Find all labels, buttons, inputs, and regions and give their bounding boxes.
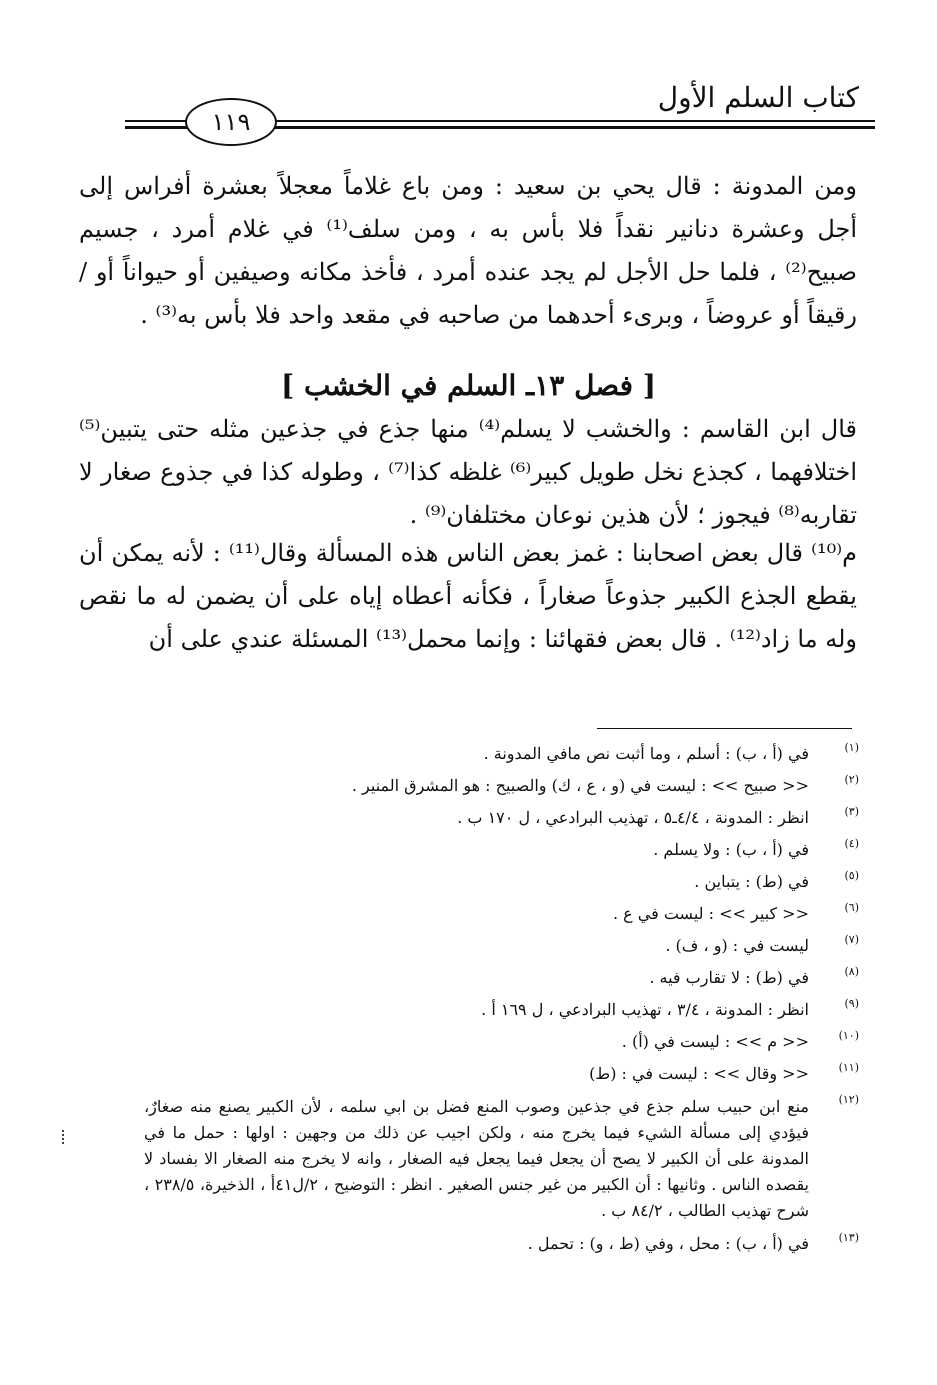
footnote-text: منع ابن حبيب سلم جذع في جذعين وصوب المنع فضل بن ابي سلمه ، لأن الكبير يصنع منه صغارٌ، فيؤدي إلى مسألة الشيء فيما يخرج منه ، ولكن اجيب عن ذلك من وجهين : اولها : حمل ما في المدونة على أن الكبير لا يصح أن يجعل فيما يجعل فيه الصغار ، وانه لا يخرج منه الصغار الا بفساد لا يقصده الناس . وثانيها : أن الكبير من غير جنس الصغير . انظر : التوضيح ، ٢/ل٤١أ ، الذخيرة، ٢٣٨/٥ ، شرح تهذيب الطالب ، ٨٤/٢ ب . bbox=[144, 1097, 810, 1220]
footnote-number: (١) bbox=[844, 741, 859, 754]
footnote-number: (١٣) bbox=[838, 1231, 859, 1244]
footnote-text: في (أ ، ب) : أسلم ، وما أثبت نص مافي المدونة . bbox=[483, 744, 809, 763]
footnote-number: (٩) bbox=[844, 997, 859, 1010]
paragraph-3: م⁽¹⁰⁾ قال بعض اصحابنا : غمز بعض الناس هذه المسألة وقال⁽¹¹⁾ : لأنه يمكن أن يقطع الجذع الكبير جذوعاً صغاراً ، فكأنه أعطاه إياه على أن يضمن له ما نقص وله ما زاد⁽¹²⁾ . قال بعض فقهائنا : وإنما محمل⁽¹³⁾ المسئلة عندي على أن bbox=[79, 539, 857, 653]
footnote-item bbox=[144, 738, 859, 770]
footnote-item bbox=[144, 770, 859, 802]
section-heading: [ فصل ١٣ـ السلم في الخشب ] bbox=[281, 369, 656, 402]
footnote-item bbox=[144, 930, 859, 962]
footnote-number: (١١) bbox=[838, 1061, 859, 1074]
footnote-number: (٧) bbox=[844, 933, 859, 946]
footnote-item bbox=[144, 994, 859, 1026]
footnote-text: انظر : المدونة ، ٣/٤ ، تهذيب البرادعي ، ل ١٦٩ أ . bbox=[481, 1000, 809, 1019]
footnotes-list bbox=[144, 738, 859, 1260]
footnote-item bbox=[144, 1026, 859, 1058]
scan-margin-mark bbox=[62, 1130, 70, 1144]
footnote-text: << م >> : ليست في (أ) . bbox=[621, 1032, 809, 1051]
footnote-number: (٤) bbox=[844, 837, 859, 850]
footnote-item bbox=[144, 866, 859, 898]
footnote-text: في (ط) : يتباين . bbox=[694, 872, 809, 891]
footnote-number: (٢) bbox=[844, 773, 859, 786]
footnote-number: (٣) bbox=[844, 805, 859, 818]
footnote-item bbox=[144, 802, 859, 834]
page-number-badge: ١١٩ bbox=[185, 98, 277, 146]
footnote-number: (٨) bbox=[844, 965, 859, 978]
footnote-text: << صبيح >> : ليست في (و ، ع ، ك) والصبيح : هو المشرق المنير . bbox=[351, 776, 809, 795]
footnote-number: (٦) bbox=[844, 901, 859, 914]
footnote-number: (٥) bbox=[844, 869, 859, 882]
paragraph-1: ومن المدونة : قال يحي بن سعيد : ومن باع غلاماً معجلاً بعشرة أفراس إلى أجل وعشرة دنانير نقداً فلا بأس به ، ومن سلف⁽¹⁾ في غلام أمرد ، جسيم صبيح⁽²⁾ ، فلما حل الأجل لم يجد عنده أمرد ، فأخذ مكانه وصيفين أو حيواناً أو / رقيقاً أو عروضاً ، وبرىء أحدهما من صاحبه في مقعد واحد فلا بأس به⁽³⁾ . bbox=[79, 172, 857, 329]
footnote-text: انظر : المدونة ، ٤/٤ـ٥ ، تهذيب البرادعي ، ل ١٧٠ ب . bbox=[457, 808, 809, 827]
footnote-item bbox=[144, 1058, 859, 1090]
footnote-item bbox=[144, 898, 859, 930]
paragraph-2: قال ابن القاسم : والخشب لا يسلم⁽⁴⁾ منها جذع في جذعين مثله حتى يتبين⁽⁵⁾ اختلافهما ، كجذع نخل طويل كبير⁽⁶⁾ غلظه كذا⁽⁷⁾ ، وطوله كذا في جذوع صغار لا تقاربه⁽⁸⁾ فيجوز ؛ لأن هذين نوعان مختلفان⁽⁹⁾ . bbox=[79, 415, 858, 529]
running-title: كتاب السلم الأول bbox=[657, 81, 859, 114]
footnote-item bbox=[144, 834, 859, 866]
footnote-item bbox=[144, 1228, 859, 1260]
footnote-number: (١٠) bbox=[838, 1029, 859, 1042]
footnote-text: في (أ ، ب) : محل ، وفي (ط ، و) : تحمل . bbox=[527, 1234, 809, 1253]
footnote-separator bbox=[597, 728, 852, 729]
footnote-text: في (أ ، ب) : ولا يسلم . bbox=[653, 840, 809, 859]
footnote-item bbox=[144, 962, 859, 994]
footnote-text: ليست في : (و ، ف) . bbox=[665, 936, 809, 955]
footnote-text: في (ط) : لا تقارب فيه . bbox=[649, 968, 809, 987]
footnote-text: << كبير >> : ليست في ع . bbox=[612, 904, 809, 923]
footnote-item bbox=[144, 1090, 859, 1228]
footnote-number: (١٢) bbox=[838, 1093, 859, 1106]
footnote-text: << وقال >> : ليست في : (ط) bbox=[589, 1064, 809, 1083]
